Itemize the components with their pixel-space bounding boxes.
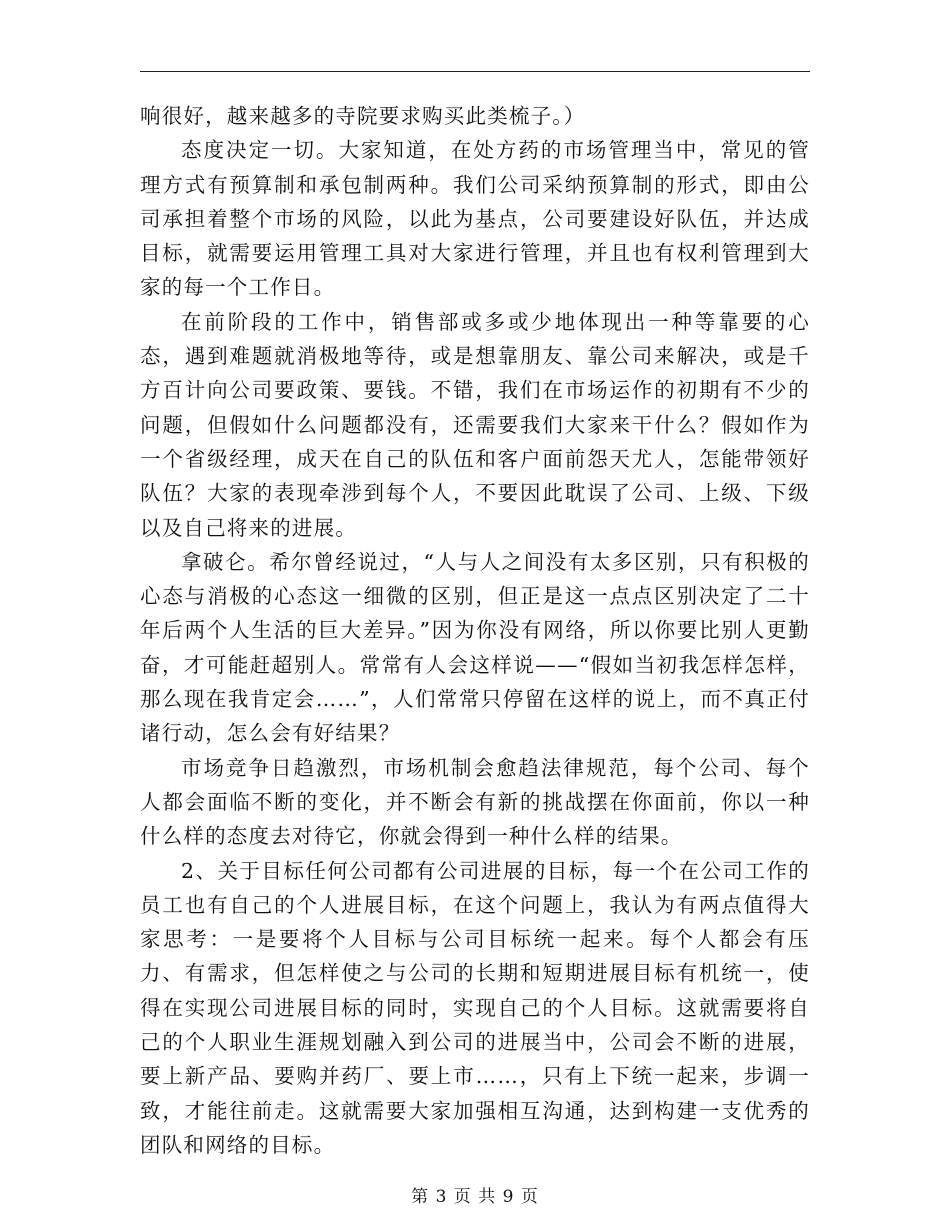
footer-page-number: 3	[435, 1187, 448, 1207]
footer-suffix: 页	[520, 1187, 539, 1207]
header-rule	[140, 71, 810, 72]
document-body	[140, 99, 810, 1162]
paragraph: 响很好，越来越多的寺院要求购买此类梳子。）	[140, 104, 586, 128]
paragraph: 在前阶段的工作中，销售部或多或少地体现出一种等靠要的心态，遇到难题就消极地等待，或是想靠朋友、靠公司来解决，或是千方百计向公司要政策、要钱。不错，我们在市场运作的初期有不少的问题，但假如什么问题都没有，还需要我们大家来干什么？假如作为一个省级经理，成天在自己的队伍和客户面前怨天尤人，怎能带领好队伍？大家的表现牵涉到每个人，不要因此耽误了公司、上级、下级以及自己将来的进展。	[140, 309, 810, 540]
footer-total-pages: 9	[502, 1187, 515, 1207]
footer-middle: 页 共	[453, 1187, 497, 1207]
page-footer	[0, 1182, 950, 1207]
paragraph: 2、关于目标任何公司都有公司进展的目标，每一个在公司工作的员工也有自己的个人进展目标，在这个问题上，我认为有两点值得大家思考：一是要将个人目标与公司目标统一起来。每个人都会有压力、有需求，但怎样使之与公司的长期和短期进展目标有机统一，使得在实现公司进展目标的同时，实现自己的个人目标。这就需要将自己的个人职业生涯规划融入到公司的进展当中，公司会不断的进展，要上新产品、要购并药厂、要上市……，只有上下统一起来，步调一致，才能往前走。这就需要大家加强相互沟通，达到构建一支优秀的团队和网络的目标。	[140, 858, 810, 1157]
paragraph: 态度决定一切。大家知道，在处方药的市场管理当中，常见的管理方式有预算制和承包制两种。我们公司采纳预算制的形式，即由公司承担着整个市场的风险，以此为基点，公司要建设好队伍，并达成目标，就需要运用管理工具对大家进行管理，并且也有权利管理到大家的每一个工作日。	[140, 138, 810, 300]
paragraph: 拿破仑。希尔曾经说过，“人与人之间没有太多区别，只有积极的心态与消极的心态这一细微的区别，但正是这一点点区别决定了二十年后两个人生活的巨大差异。”因为你没有网络，所以你要比别人更勤奋，才可能赶超别人。常常有人会这样说——“假如当初我怎样怎样，那么现在我肯定会……”，人们常常只停留在这样的说上，而不真正付诸行动，怎么会有好结果？	[140, 549, 810, 746]
footer-prefix: 第	[411, 1187, 430, 1207]
paragraph: 市场竞争日趋激烈，市场机制会愈趋法律规范，每个公司、每个人都会面临不断的变化，并不断会有新的挑战摆在你面前，你以一种什么样的态度去对待它，你就会得到一种什么样的结果。	[140, 755, 810, 849]
